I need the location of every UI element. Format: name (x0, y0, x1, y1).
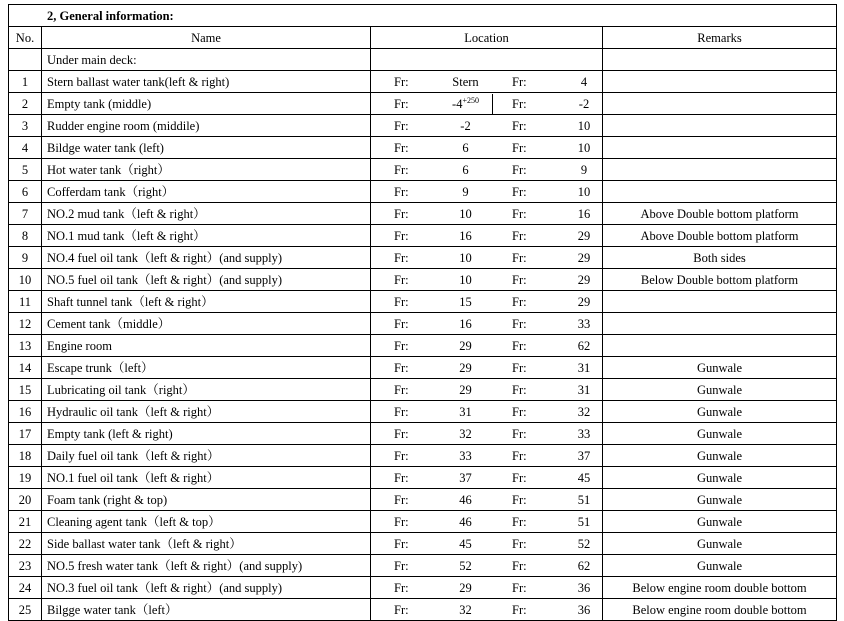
row-remarks: Above Double bottom platform (603, 225, 837, 247)
row-remarks: Below engine room double bottom (603, 599, 837, 621)
row-location (371, 555, 603, 577)
frame-from-value (439, 336, 492, 356)
table-row (9, 401, 837, 423)
frame-from-value (439, 226, 492, 246)
frame-to-label: Fr: (512, 404, 527, 419)
table-row (9, 313, 837, 335)
row-number: 23 (9, 555, 42, 577)
row-remarks: Below engine room double bottom (603, 577, 837, 599)
frame-from-number: 29 (459, 360, 472, 375)
frame-from-label: Fr: (394, 162, 409, 177)
row-remarks: Gunwale (603, 379, 837, 401)
row-location (371, 489, 603, 511)
frame-from-value (439, 402, 492, 422)
row-location (371, 71, 603, 93)
frame-from-number: 33 (459, 448, 472, 463)
row-remarks: Both sides (603, 247, 837, 269)
row-location (371, 599, 603, 621)
row-number: 9 (9, 247, 42, 269)
frame-to-label: Fr: (512, 360, 527, 375)
row-location (371, 115, 603, 137)
frame-to-value: 10 (577, 140, 591, 155)
row-remarks (603, 159, 837, 181)
row-number: 7 (9, 203, 42, 225)
subheader-row (9, 49, 837, 71)
location-frames (371, 248, 602, 268)
row-remarks: Gunwale (603, 533, 837, 555)
table-row (9, 115, 837, 137)
row-name: Bilgge water tank（left） (42, 599, 371, 621)
row-number: 10 (9, 269, 42, 291)
row-remarks: Gunwale (603, 511, 837, 533)
location-frames (371, 292, 602, 312)
row-location (371, 401, 603, 423)
row-name: Rudder engine room (middile) (42, 115, 371, 137)
frame-from-value (439, 94, 493, 114)
location-frames (371, 138, 602, 158)
frame-from-label: Fr: (394, 448, 409, 463)
row-name: NO.1 fuel oil tank（left & right） (42, 467, 371, 489)
frame-to-value: -2 (578, 96, 590, 111)
frame-from-value (439, 380, 492, 400)
frame-from-label: Fr: (394, 272, 409, 287)
location-frames (371, 358, 602, 378)
row-name: Bildge water tank (left) (42, 137, 371, 159)
subheader-location-cell (371, 49, 603, 71)
frame-to-label: Fr: (512, 228, 527, 243)
frame-from-value (439, 204, 492, 224)
subheader-label: Under main deck: (42, 49, 371, 71)
frame-from-number: 6 (462, 140, 469, 155)
location-frames (371, 512, 602, 532)
location-frames (371, 556, 602, 576)
table-row (9, 181, 837, 203)
frame-to-value: 33 (577, 426, 591, 441)
frame-from-label: Fr: (394, 536, 409, 551)
row-location (371, 313, 603, 335)
table-row (9, 577, 837, 599)
frame-from-value (439, 512, 492, 532)
row-number: 3 (9, 115, 42, 137)
frame-to-label: Fr: (512, 96, 527, 111)
frame-from-label: Fr: (394, 558, 409, 573)
location-frames (371, 578, 602, 598)
frame-from-value (439, 182, 492, 202)
row-remarks: Above Double bottom platform (603, 203, 837, 225)
row-name: NO.1 mud tank（left & right） (42, 225, 371, 247)
table-row (9, 203, 837, 225)
table-row (9, 357, 837, 379)
row-name: Empty tank (left & right) (42, 423, 371, 445)
table-row (9, 71, 837, 93)
frame-to-label: Fr: (512, 206, 527, 221)
row-number: 16 (9, 401, 42, 423)
row-number: 22 (9, 533, 42, 555)
frame-to-value: 37 (577, 448, 591, 463)
general-information-table (8, 4, 837, 621)
location-frames (371, 94, 602, 114)
row-remarks: Gunwale (603, 555, 837, 577)
frame-from-number: 32 (459, 602, 472, 617)
location-frames (371, 116, 602, 136)
frame-from-value (439, 556, 492, 576)
frame-to-value: 36 (577, 580, 591, 595)
location-frames (371, 204, 602, 224)
frame-to-label: Fr: (512, 536, 527, 551)
frame-to-value: 29 (577, 228, 591, 243)
row-number: 18 (9, 445, 42, 467)
frame-to-value: 29 (577, 272, 591, 287)
frame-from-number: 46 (459, 492, 472, 507)
frame-from-number: 32 (459, 426, 472, 441)
table-row (9, 445, 837, 467)
frame-from-label: Fr: (394, 382, 409, 397)
frame-from-label: Fr: (394, 316, 409, 331)
frame-from-number: 37 (459, 470, 472, 485)
frame-from-value (439, 468, 492, 488)
frame-from-label: Fr: (394, 140, 409, 155)
row-number: 17 (9, 423, 42, 445)
row-name: NO.5 fresh water tank（left & right）(and supply) (42, 555, 371, 577)
row-remarks (603, 291, 837, 313)
row-remarks: Below Double bottom platform (603, 269, 837, 291)
table-row (9, 291, 837, 313)
table-row (9, 533, 837, 555)
frame-from-number: 29 (459, 382, 472, 397)
location-frames (371, 534, 602, 554)
frame-from-label: Fr: (394, 338, 409, 353)
header-row (9, 27, 837, 49)
location-frames (371, 270, 602, 290)
row-number: 15 (9, 379, 42, 401)
frame-to-label: Fr: (512, 580, 527, 595)
frame-to-label: Fr: (512, 74, 527, 89)
frame-from-value (439, 358, 492, 378)
table-row (9, 555, 837, 577)
row-remarks: Gunwale (603, 489, 837, 511)
frame-to-label: Fr: (512, 250, 527, 265)
table-row (9, 269, 837, 291)
frame-to-label: Fr: (512, 470, 527, 485)
row-name: Stern ballast water tank(left & right) (42, 71, 371, 93)
frame-to-label: Fr: (512, 118, 527, 133)
row-remarks (603, 93, 837, 115)
frame-from-value (439, 446, 492, 466)
row-location (371, 577, 603, 599)
frame-to-value: 32 (577, 404, 591, 419)
section-title: 2, General information: (9, 5, 837, 27)
frame-to-value: 29 (577, 250, 591, 265)
row-location (371, 511, 603, 533)
location-frames (371, 380, 602, 400)
row-location (371, 335, 603, 357)
frame-to-label: Fr: (512, 514, 527, 529)
row-location (371, 203, 603, 225)
table-row (9, 489, 837, 511)
row-number: 25 (9, 599, 42, 621)
row-number: 8 (9, 225, 42, 247)
frame-from-value (439, 578, 492, 598)
location-frames (371, 402, 602, 422)
frame-from-label: Fr: (394, 294, 409, 309)
frame-from-value (439, 160, 492, 180)
frame-from-value (439, 534, 492, 554)
row-location (371, 445, 603, 467)
frame-from-number: 29 (459, 580, 472, 595)
frame-from-number: 6 (462, 162, 469, 177)
row-number: 6 (9, 181, 42, 203)
row-number: 5 (9, 159, 42, 181)
frame-from-number: 16 (459, 316, 472, 331)
row-number: 19 (9, 467, 42, 489)
row-remarks (603, 71, 837, 93)
row-name: NO.5 fuel oil tank（left & right）(and supply) (42, 269, 371, 291)
table-row (9, 335, 837, 357)
frame-from-number: 31 (459, 404, 472, 419)
frame-from-label: Fr: (394, 250, 409, 265)
table-row (9, 599, 837, 621)
header-location: Location (371, 27, 603, 49)
table-row (9, 247, 837, 269)
row-number: 11 (9, 291, 42, 313)
row-name: Engine room (42, 335, 371, 357)
table-row (9, 159, 837, 181)
frame-to-label: Fr: (512, 426, 527, 441)
frame-from-label: Fr: (394, 360, 409, 375)
table-row (9, 467, 837, 489)
table-row (9, 93, 837, 115)
frame-to-value: 4 (580, 74, 588, 89)
frame-from-label: Fr: (394, 184, 409, 199)
frame-from-number: 10 (459, 250, 472, 265)
row-name: Hot water tank（right） (42, 159, 371, 181)
frame-from-label: Fr: (394, 228, 409, 243)
frame-to-label: Fr: (512, 492, 527, 507)
location-frames (371, 182, 602, 202)
header-no: No. (9, 27, 42, 49)
row-remarks (603, 181, 837, 203)
row-name: Escape trunk（left） (42, 357, 371, 379)
frame-from-value (439, 248, 492, 268)
row-location (371, 93, 603, 115)
frame-to-value: 10 (577, 184, 591, 199)
row-name: Foam tank (right & top) (42, 489, 371, 511)
location-frames (371, 468, 602, 488)
row-remarks (603, 313, 837, 335)
location-frames (371, 336, 602, 356)
row-number: 20 (9, 489, 42, 511)
frame-from-label: Fr: (394, 206, 409, 221)
frame-from-number: 16 (459, 228, 472, 243)
frame-from-number: 10 (459, 272, 472, 287)
frame-from-superscript: +250 (462, 95, 479, 105)
frame-to-label: Fr: (512, 140, 527, 155)
frame-from-value (439, 116, 492, 136)
row-number: 2 (9, 93, 42, 115)
row-location (371, 291, 603, 313)
row-location (371, 137, 603, 159)
subheader-no-cell (9, 49, 42, 71)
row-name: Cement tank（middle） (42, 313, 371, 335)
table-row (9, 511, 837, 533)
frame-from-number: 29 (459, 338, 472, 353)
frame-to-value: 16 (577, 206, 591, 221)
frame-to-label: Fr: (512, 294, 527, 309)
location-frames (371, 314, 602, 334)
frame-to-value: 31 (577, 382, 591, 397)
header-name: Name (42, 27, 371, 49)
frame-from-value (439, 424, 492, 444)
frame-from-label: Fr: (394, 602, 409, 617)
frame-to-label: Fr: (512, 272, 527, 287)
frame-from-label: Fr: (394, 426, 409, 441)
frame-from-number: -2 (460, 118, 471, 133)
frame-from-value (439, 270, 492, 290)
frame-to-value: 45 (577, 470, 591, 485)
row-location (371, 269, 603, 291)
frame-from-label: Fr: (394, 404, 409, 419)
row-name: NO.2 mud tank（left & right） (42, 203, 371, 225)
frame-to-label: Fr: (512, 184, 527, 199)
row-location (371, 247, 603, 269)
row-location (371, 159, 603, 181)
row-remarks (603, 335, 837, 357)
location-frames (371, 446, 602, 466)
frame-from-number: Stern (452, 74, 479, 89)
frame-from-value (439, 314, 492, 334)
location-frames (371, 424, 602, 444)
row-name: Lubricating oil tank（right） (42, 379, 371, 401)
row-remarks (603, 137, 837, 159)
location-frames (371, 72, 602, 92)
row-location (371, 181, 603, 203)
frame-from-value (439, 600, 492, 620)
table-row (9, 423, 837, 445)
frame-from-number: -4 (452, 96, 463, 111)
frame-from-label: Fr: (394, 470, 409, 485)
row-remarks: Gunwale (603, 467, 837, 489)
row-number: 14 (9, 357, 42, 379)
frame-from-label: Fr: (394, 74, 409, 89)
row-number: 1 (9, 71, 42, 93)
table-row (9, 379, 837, 401)
frame-from-label: Fr: (394, 580, 409, 595)
table-row (9, 137, 837, 159)
row-number: 12 (9, 313, 42, 335)
location-frames (371, 160, 602, 180)
frame-to-label: Fr: (512, 382, 527, 397)
frame-from-label: Fr: (394, 96, 409, 111)
row-location (371, 533, 603, 555)
frame-to-label: Fr: (512, 162, 527, 177)
subheader-remarks-cell (603, 49, 837, 71)
frame-from-number: 10 (459, 206, 472, 221)
frame-to-value: 51 (577, 514, 591, 529)
frame-from-number: 15 (459, 294, 472, 309)
row-location (371, 225, 603, 247)
frame-to-label: Fr: (512, 338, 527, 353)
section-title-row (9, 5, 837, 27)
row-number: 4 (9, 137, 42, 159)
frame-from-label: Fr: (394, 492, 409, 507)
row-number: 24 (9, 577, 42, 599)
frame-to-value: 51 (577, 492, 591, 507)
frame-to-label: Fr: (512, 316, 527, 331)
frame-to-value: 62 (577, 558, 591, 573)
row-remarks (603, 115, 837, 137)
row-name: NO.3 fuel oil tank（left & right）(and supply) (42, 577, 371, 599)
row-location (371, 423, 603, 445)
frame-from-number: 45 (459, 536, 472, 551)
frame-from-value (439, 138, 492, 158)
frame-from-number: 9 (462, 184, 469, 199)
frame-from-value (439, 490, 492, 510)
row-remarks: Gunwale (603, 401, 837, 423)
row-remarks: Gunwale (603, 357, 837, 379)
frame-to-value: 62 (577, 338, 591, 353)
table-body (9, 5, 837, 621)
row-name: Cofferdam tank（right） (42, 181, 371, 203)
row-location (371, 379, 603, 401)
frame-to-value: 31 (577, 360, 591, 375)
row-name: NO.4 fuel oil tank（left & right）(and supply) (42, 247, 371, 269)
row-number: 13 (9, 335, 42, 357)
frame-to-label: Fr: (512, 602, 527, 617)
frame-from-number: 52 (459, 558, 472, 573)
frame-from-label: Fr: (394, 514, 409, 529)
header-remarks: Remarks (603, 27, 837, 49)
frame-to-value: 52 (577, 536, 591, 551)
row-name: Hydraulic oil tank（left & right） (42, 401, 371, 423)
row-name: Shaft tunnel tank（left & right） (42, 291, 371, 313)
row-number: 21 (9, 511, 42, 533)
location-frames (371, 490, 602, 510)
row-name: Empty tank (middle) (42, 93, 371, 115)
frame-to-label: Fr: (512, 448, 527, 463)
frame-to-value: 10 (577, 118, 591, 133)
row-remarks: Gunwale (603, 423, 837, 445)
frame-to-label: Fr: (512, 558, 527, 573)
table-row (9, 225, 837, 247)
row-remarks: Gunwale (603, 445, 837, 467)
frame-to-value: 36 (577, 602, 591, 617)
frame-from-value (439, 292, 492, 312)
row-name: Side ballast water tank（left & right） (42, 533, 371, 555)
frame-to-value: 9 (580, 162, 588, 177)
row-name: Daily fuel oil tank（left & right） (42, 445, 371, 467)
frame-from-label: Fr: (394, 118, 409, 133)
row-location (371, 467, 603, 489)
row-name: Cleaning agent tank（left & top） (42, 511, 371, 533)
location-frames (371, 600, 602, 620)
frame-from-number: 46 (459, 514, 472, 529)
frame-from-value (439, 72, 492, 92)
frame-to-value: 29 (577, 294, 591, 309)
frame-to-value: 33 (577, 316, 591, 331)
location-frames (371, 226, 602, 246)
row-location (371, 357, 603, 379)
